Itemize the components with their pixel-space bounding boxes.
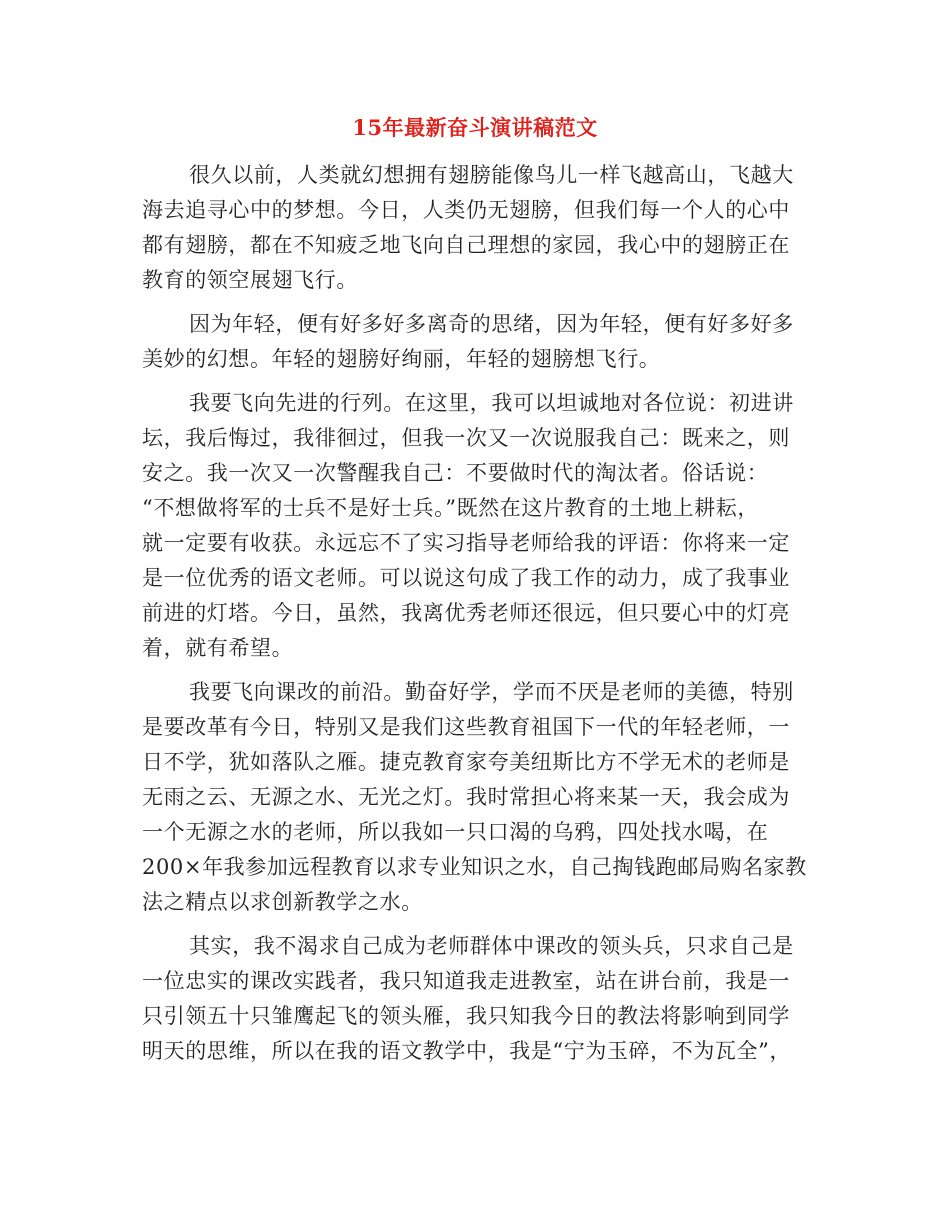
paragraph-1 [142,158,812,298]
text-line: 只引领五十只雏鹰起飞的领头雁，我只知我今日的教法将影响到同学 [142,1004,790,1028]
paragraph-2 [142,307,812,377]
text-line: 我要飞向先进的行列。在这里，我可以坦诚地对各位说：初进讲 [189,391,794,415]
text-line: 都有翅膀，都在不知疲乏地飞向自己理想的家园，我心中的翅膀正在 [142,233,790,257]
text-line: 前进的灯塔。今日，虽然，我离优秀老师还很远，但只要心中的灯亮 [142,601,790,625]
paragraph-4 [142,675,812,920]
text-line: 就一定要有收获。永远忘不了实习指导老师给我的评语：你将来一定 [142,531,790,555]
text-line: 着，就有希望。 [142,636,294,660]
text-line: 海去追寻心中的梦想。今日，人类仍无翅膀，但我们每一个人的心中 [142,198,790,222]
text-line: 是要改革有今日，特别又是我们这些教育祖国下一代的年轻老师，一 [142,715,790,739]
paragraph-3 [142,386,812,666]
document-title: 15年最新奋斗演讲稿范文 [352,115,598,140]
text-line: 是一位优秀的语文老师。可以说这句成了我工作的动力，成了我事业 [142,566,790,590]
text-line: 教育的领空展翅飞行。 [142,268,358,292]
text-line: 美妙的幻想。年轻的翅膀好绚丽，年轻的翅膀想飞行。 [142,347,661,371]
text-line: 明天的思维，所以在我的语文教学中，我是“宁为玉碎，不为瓦全”， [142,1039,792,1063]
text-line: 200×年我参加远程教育以求专业知识之水，自己掏钱跑邮局购名家教 [142,855,807,879]
text-line: 安之。我一次又一次警醒我自己：不要做时代的淘汰者。俗话说： [142,461,769,485]
text-line: 法之精点以求创新教学之水。 [142,890,423,914]
text-line: “不想做将军的士兵不是好士兵。”既然在这片教育的土地上耕耘， [142,496,759,520]
text-line: 一个无源之水的老师，所以我如一只口渴的乌鸦，四处找水喝，在 [142,820,769,844]
document-body [142,158,812,1069]
text-line: 坛，我后悔过，我徘徊过，但我一次又一次说服我自己：既来之，则 [142,426,790,450]
text-line: 无雨之云、无源之水、无光之灯。我时常担心将来某一天，我会成为 [142,785,790,809]
text-line: 很久以前，人类就幻想拥有翅膀能像鸟儿一样飞越高山，飞越大 [189,163,794,187]
text-line: 其实，我不渴求自己成为老师群体中课改的领头兵，只求自己是 [189,934,794,958]
paragraph-5 [142,929,812,1069]
text-line: 我要飞向课改的前沿。勤奋好学，学而不厌是老师的美德，特别 [189,680,794,704]
text-line: 因为年轻，便有好多好多离奇的思绪，因为年轻，便有好多好多 [189,312,794,336]
text-line: 一位忠实的课改实践者，我只知道我走进教室，站在讲台前，我是一 [142,969,790,993]
text-line: 日不学，犹如落队之雁。捷克教育家夸美纽斯比方不学无术的老师是 [142,750,790,774]
